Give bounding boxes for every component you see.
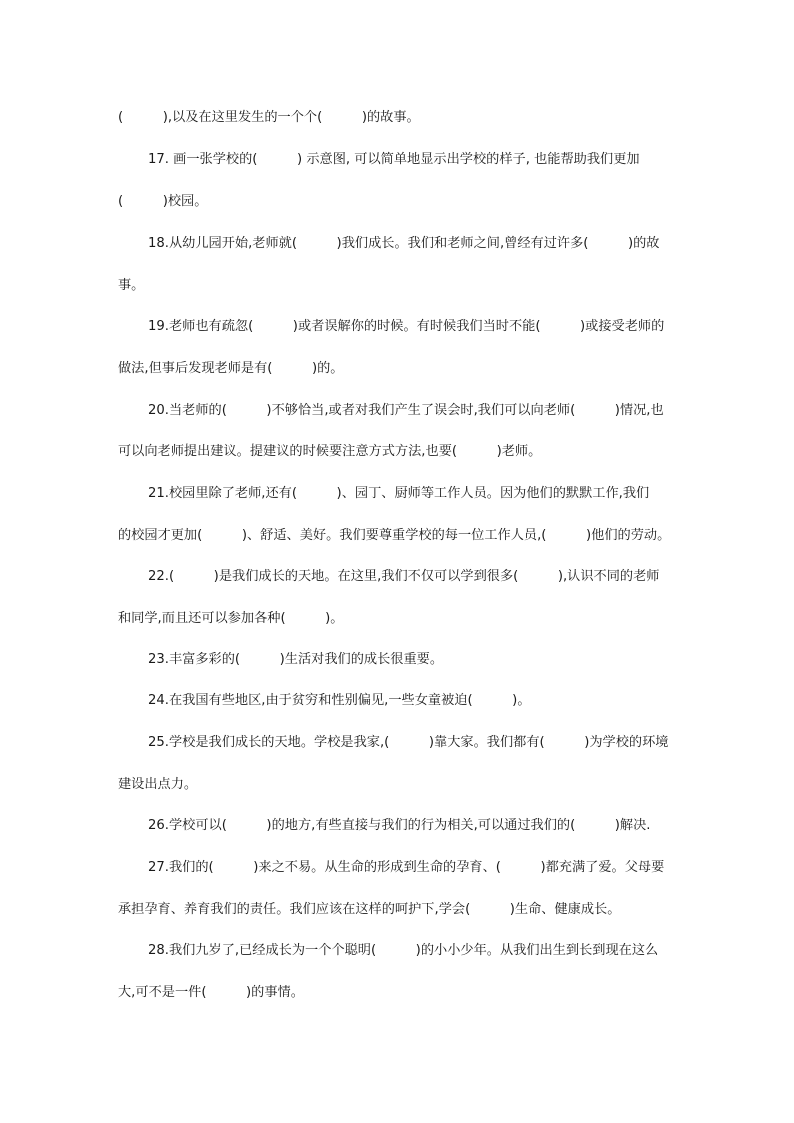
text-line: ( ),以及在这里发生的一个个( )的故事。 <box>118 110 420 125</box>
question-21: 21.校园里除了老师,还有( )、园丁、厨师等工作人员。因为他们的默默工作,我们 <box>148 486 650 501</box>
question-28: 28.我们九岁了,已经成长为一个个聪明( )的小小少年。从我们出生到长到现在这么 <box>148 943 659 958</box>
question-19: 19.老师也有疏忽( )或者误解你的时候。有时候我们当时不能( )或接受老师的 <box>148 319 665 334</box>
question-27: 27.我们的( )来之不易。从生命的形成到生命的孕育、( )都充满了爱。父母要 <box>148 860 665 875</box>
question-18: 18.从幼儿园开始,老师就( )我们成长。我们和老师之间,曾经有过许多( )的故 <box>148 236 660 251</box>
text-line: 可以向老师提出建议。提建议的时候要注意方式方法,也要( )老师。 <box>118 444 542 459</box>
text-line: 做法,但事后发现老师是有( )的。 <box>118 361 344 376</box>
question-26: 26.学校可以( )的地方,有些直接与我们的行为相关,可以通过我们的( )解决. <box>148 818 651 833</box>
text-line: 和同学,而且还可以参加各种( )。 <box>118 611 344 626</box>
text-line: 的校园才更加( )、舒适、美好。我们要尊重学校的每一位工作人员,( )他们的劳动。 <box>118 528 671 543</box>
question-25: 25.学校是我们成长的天地。学校是我家,( )靠大家。我们都有( )为学校的环境 <box>148 735 669 750</box>
question-20: 20.当老师的( )不够恰当,或者对我们产生了误会时,我们可以向老师( )情况,也 <box>148 403 664 418</box>
question-17: 17. 画一张学校的( ) 示意图, 可以简单地显示出学校的样子, 也能帮助我们更加 <box>148 152 640 167</box>
question-24: 24.在我国有些地区,由于贫穷和性别偏见,一些女童被迫( )。 <box>148 693 531 708</box>
text-line: 建设出点力。 <box>118 777 198 792</box>
text-line: 大,可不是一件( )的事情。 <box>118 985 304 1000</box>
text-line: 事。 <box>118 278 145 293</box>
question-23: 23.丰富多彩的( )生活对我们的成长很重要。 <box>148 652 444 667</box>
text-line: 承担孕育、养育我们的责任。我们应该在这样的呵护下,学会( )生命、健康成长。 <box>118 902 621 917</box>
question-22: 22.( )是我们成长的天地。在这里,我们不仅可以学到很多( ),认识不同的老师 <box>148 569 660 584</box>
text-line: ( )校园。 <box>118 194 208 209</box>
